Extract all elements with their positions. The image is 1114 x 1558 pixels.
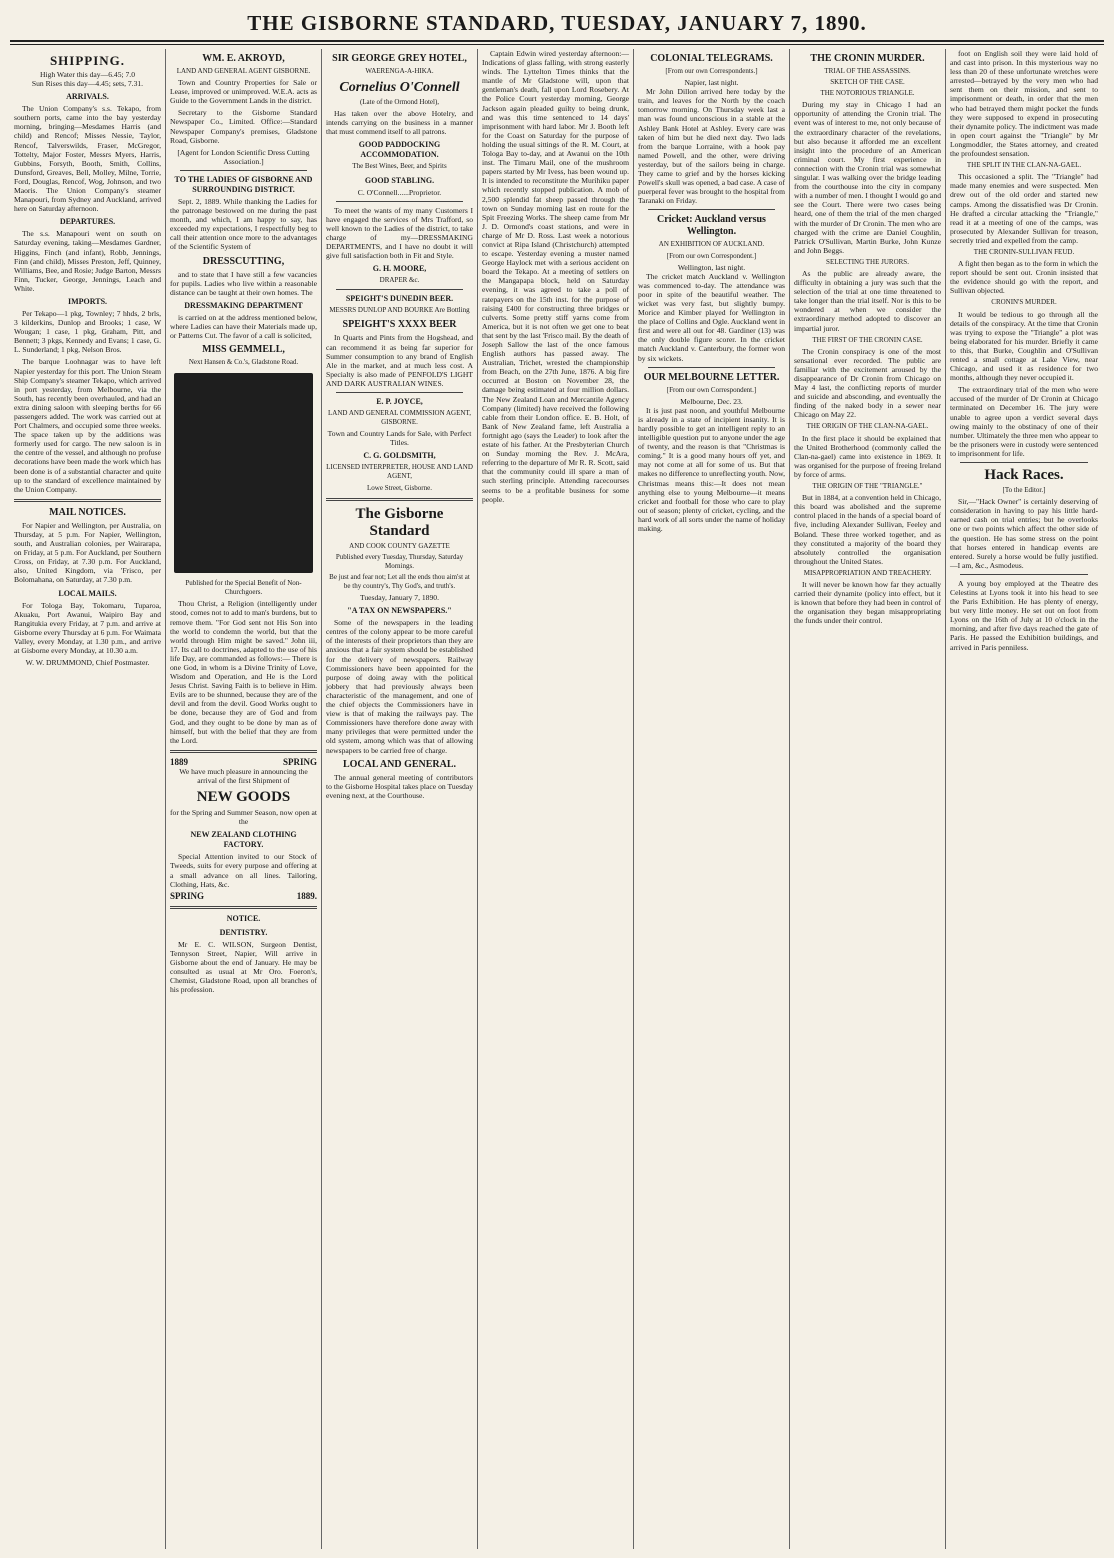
column-5 (634, 49, 790, 1549)
wines-line: The Best Wines, Beer, and Spirits (352, 162, 447, 171)
akroyd-text: Town and Country Properties for Sale or Lease, improved or unimproved. W.E.A. acts as Guide to the Government Lands in the district. (170, 78, 317, 106)
melbourne-heading: OUR MELBOURNE LETTER. (643, 371, 780, 383)
column-7 (946, 49, 1102, 1549)
moore-text: To meet the wants of my many Customers I have engaged the services of Mrs Trafford, so well known to the Ladies of the district, to take charge of my—DRESSMAKING DEPARTMENTS, and I have no doubt it will give full satisfaction both in Fit and Style. (326, 205, 473, 261)
spring-word-left: SPRING (170, 890, 205, 901)
jurors-text: As the public are already aware, the difficulty in obtaining a jury was such that the selection of the trial at one time threatened to take longer than the trial itself. Nor is this to be wondered at when we consider the extraordinary method adopted to discover an impartial juror. (794, 268, 941, 333)
high-water: High Water this day—6.45; 7.0 (39, 70, 135, 79)
departures-heading: DEPARTURES. (59, 217, 116, 227)
speight-heading: SPEIGHT'S DUNEDIN BEER. (345, 294, 454, 304)
sermon-caption: Published for the Special Benefit of Non-Churchgoers. (185, 579, 302, 597)
divider (648, 209, 775, 210)
telegrams-heading: COLONIAL TELEGRAMS. (650, 53, 773, 64)
dentistry-heading: DENTISTRY. (219, 927, 268, 937)
joyce-text: Town and Country Lands for Sale, with Perfect Titles. (327, 429, 472, 448)
mail-text: For Napier and Wellington, per Australia, on Thursday, at 5 p.m. For Napier, Wellington, south, and Australian colonies, per Wairarapa, on Friday, at 5 p.m. For Auckland, per Southern Cross, on Friday, at 7.30 p.m. For Auckland, also, United Kingdom, via 'Frisco, per Bolomahana, on Saturday, at 7.30 p.m. (14, 520, 161, 585)
telegrams-text: Mr John Dillon arrived here today by the train, and leaves for the North by the coach tomorrow morning. On Thursday week last a man was found unconscious in a stable at the Ashley Bank Hotel at Ashley. Every care was taken of him but he died next day. Two lads from the barque Lorraine, with a hook pay named Powell, and the other, were driving yesterday, but of the sailors being in charge. They came to grief and by the horses kicking Powell's skull was opened, a bad case. A case of puerperal fever was brought to the hospital from Taranaki on Friday. (638, 87, 785, 206)
first-case-text: The Cronin conspiracy is one of the most sensational ever recorded. The public are familiar with the excitement aroused by the disappearance of Dr Cronin from Chicago on May 4 last, the conflicting reports of murder and suicide and absconding, and eventually the finding of the naked body in a sewer near Chicago on May 22. (794, 346, 941, 420)
feud-text: A fight then began as to the form in which the report should be sent out. Cronin insisted that the evidence should go with the report, and Sullivan objected. (950, 259, 1098, 296)
local-text: The annual general meeting of contributors to the Gisborne Hospital takes place on Tuesday evening next, at the Courthouse. (326, 772, 473, 800)
feud-heading: THE CRONIN-SULLIVAN FEUD. (973, 247, 1075, 256)
cricket-text: The cricket match Auckland v. Wellington was commenced to-day. The attendance was poor in spite of the beautiful weather. The wicket was very fast, but slightly bumpy. Morice and Kimber played for Wellington in the place of Collins and Ogle. Auckland went in first and were all out for 48. Gardiner (13) was the only double figure scorer. In the cricket match Auckland v. Canterbury, the former won by six wickets. (638, 271, 785, 363)
melbourne-dateline: Melbourne, Dec. 23. (680, 396, 743, 406)
stabling-heading: GOOD STABLING. (364, 175, 435, 185)
jurors-heading: SELECTING THE JURORS. (826, 257, 909, 266)
joyce-sub: LAND AND GENERAL COMMISSION AGENT, GISBORNE. (328, 408, 471, 427)
misappropriation-heading: MISAPPROPRIATION AND TREACHERY. (803, 568, 932, 577)
postmaster-signature: W. W. DRUMMOND, Chief Postmaster. (25, 658, 150, 668)
hack-races-heading: Hack Races. (984, 467, 1064, 484)
goldsmith-address: Lowe Street, Gisborne. (367, 483, 432, 492)
dressmaking-heading: DRESSMAKING DEPARTMENT (184, 300, 303, 310)
cricket-dateline: Wellington, last night. (677, 262, 746, 272)
hotel-heading: SIR GEORGE GREY HOTEL, (332, 53, 467, 64)
column-1 (10, 49, 166, 1549)
spring-word-right: SPRING (282, 756, 317, 767)
columns (10, 49, 1104, 1549)
notice-heading: NOTICE. (226, 913, 261, 923)
agent-for: [Agent for London Scientific Dress Cutting Association.] (177, 147, 310, 166)
murder-heading: CRONIN'S MURDER. (991, 298, 1057, 307)
spring-text: We have much pleasure in announcing the arrival of the first Shipment of (179, 766, 308, 786)
mail-heading: MAIL NOTICES. (49, 506, 126, 518)
akroyd-heading: WM. E. AKROYD, (202, 53, 285, 64)
cronin-body: During my stay in Chicago I had an opportunity of attending the Cronin trial. The event was of interest to me, not only because of the extraordinary character of the revelations, but also because it afforded me an excellent insight into the procedure of an American criminal court. My first experience in connection with the Cronin trial was somewhat singular. I was walking over the bridge leading from the courthouse into the city in company with a number of men. I thought I would go and see the Court. There were two cases being heard, one of them the trial of the men charged with the murder of Dr Cronin. The men who are charged with the crime are Daniel Coughlin, Patrick O'Sullivan, Martin Burke, John Kunze and John Beggs. (794, 100, 941, 255)
divider (648, 367, 775, 368)
cricket-correspondent: [From our own Correspondent.] (666, 251, 757, 260)
imports-text: Per Tekapo—1 pkg, Townley; 7 hhds, 2 brls, 3 kilderkins, Dunlop and Brooks; 1 case, W Wougan; 1 case, 1 pkg, Graham, Pitt, and Bennett; 3 pkgs, Kennedy and Evans; 1 case, G. L. Sunderland; 1 pkg, Nelson Bros. (14, 308, 161, 355)
shipping-heading: SHIPPING. (49, 53, 126, 68)
triangle-heading: THE ORIGIN OF THE "TRIANGLE." (812, 482, 923, 491)
clan-text: In the first place it should be explained that the United Brotherhood (commonly called the Clan-na-gael) came into existence in 1869. It was organised for the purpose of freeing Ireland by force of arms. (794, 433, 941, 479)
hotel-sub: WAERENGA-A-HIKA. (365, 67, 434, 75)
miss-gemmell: MISS GEMMELL, (202, 344, 285, 356)
factory-name: NEW ZEALAND CLOTHING FACTORY. (190, 830, 297, 850)
divider (960, 462, 1088, 463)
masthead-rule (10, 40, 1104, 45)
arrivals-text: The Union Company's s.s. Tekapo, from southern ports, came into the bay yesterday morning, bringing—Mesdames Harris (and child) and Rencof; Misses Nessie, Taylor, Rencof, Talverswilds, Fraser, McGregor, Tottelty, Major Foster, Messrs Myers, Harris, Gubbins, Forsyth, Booth, Smith, Collins, Dunsford, Greaves, Bell, Molley, Milne, Torrie, Ford, Douglas, Rencof, Wog, Johnson, and two Maoris. The Union Company's steamer Manapouri, from Sydney and Auckland, arrived here on Saturday afternoon. (14, 104, 161, 214)
shipping-body: The barque Loohnagar was to have left Napier yesterday for this port. The Union Steam Ship Company's steamer Tekapo, which arrived in port yesterday, from Melbourne, via the South, has recently been overhauled, and had an extra dining saloon with sleeping berths for 66 passengers added. The work was carried out at Port Chalmers, and occupied some three weeks. The space taken up by the additions was formerly used for cargo. The new saloon is in the centre of the vessel, and although no profuse decorations have been made the work which has been done is of a substantial character and quite up to the standard of excellence maintained by the Union Company. (14, 357, 161, 494)
divider (336, 392, 463, 393)
verdict-text: The extraordinary trial of the men who were accused of the murder of Dr Cronin at Chicago terminated on December 16. The jury were unable to agree upon a verdict several days owing mainly to the obstinacy of one of their number. Ultimately the three men who appear to be the prisoners were in custody were sentenced to imprisonment for life. (950, 385, 1098, 458)
issue-date: Tuesday, January 7, 1890. (360, 593, 439, 603)
dentist-text: Mr E. C. WILSON, Surgeon Dentist, Tennyson Street, Napier, Will arrive in Gisborne about the end of January. He may be consulted as usual at Mr Oro. Foeron's, Chemist, Gladstone Road, upon all branches of his profession. (170, 939, 317, 995)
new-goods: NEW GOODS (196, 789, 291, 806)
miss-address: Next Hansen & Co.'s, Gladstone Road. (188, 358, 299, 367)
dresscutting-heading: DRESSCUTTING, (202, 255, 285, 267)
cronin-sub-3: THE NOTORIOUS TRIANGLE. (820, 89, 915, 98)
proprietor-name: Cornelius O'Connell (339, 80, 460, 96)
proprietor-sub: (Late of the Ormond Hotel), (359, 98, 440, 107)
hotel-text: Has taken over the above Hotelry, and intends carrying on the business in a manner that must commend itself to all patrons. (326, 109, 473, 137)
speight-text: In Quarts and Pints from the Hogshead, and can recommend it as being far superior for Summer consumption to any brand of English Ale in the market, and at much less cost. A Specialty is also made of PENFOLD'S LIGHT AND DARK AUSTRALIAN WINES. (326, 333, 473, 388)
paddock-heading: GOOD PADDOCKING ACCOMMODATION. (358, 140, 441, 160)
hack-races-text: Sir,—"Hack Owner" is certainly deserving of consideration in having to pay his little hard-earned cash on trial entries; but he overlooks one or two points which affect the other side of the question. He has some stress on the point that horses entered in handicap events are entered. Surely a horse would be fully justified.—I am, &c., Asmodeus. (950, 497, 1098, 570)
column-4 (478, 49, 634, 1549)
spring-text-2: for the Spring and Summer Season, now open at the (170, 808, 317, 827)
paper-publication: Published every Tuesday, Thursday, Saturday Mornings. (335, 552, 464, 570)
moore-sub: DRAPER &c. (379, 276, 420, 285)
paper-sub: AND COOK COUNTY GAZETTE (349, 541, 450, 550)
melbourne-correspondent: [From our own Correspondent.] (666, 385, 757, 394)
divider (336, 289, 463, 290)
sun-times: Sun Rises this day—4.45; sets, 7.31. (31, 79, 144, 89)
to-the-editor: [To the Editor.] (1002, 486, 1046, 495)
divider (336, 201, 463, 202)
clan-heading: THE ORIGIN OF THE CLAN-NA-GAEL. (806, 422, 929, 431)
local-mails-text: For Tologa Bay, Tokomaru, Tuparoa, Akuaku, Port Awanui, Waipiro Bay and Rangitukia every Friday, at 7 p.m. and arrive at Gisborne every Thursday at 6 p.m. For Waimata Valley, every Monday, at 1.30 p.m., and arrive at Gisborne every Monday, at 10.30 a.m. (14, 600, 161, 655)
goldsmith-sub: LICENSED INTERPRETER, HOUSE AND LAND AGENT, (326, 463, 473, 481)
arrivals-heading: ARRIVALS. (66, 92, 109, 102)
imports-heading: IMPORTS. (67, 296, 108, 306)
cronin-sub-1: TRIAL OF THE ASSASSINS. (824, 67, 911, 75)
local-mails-heading: LOCAL MAILS. (58, 588, 117, 598)
ladies-heading: TO THE LADIES OF GISBORNE AND SURROUNDING DISTRICT. (174, 174, 313, 194)
goldsmith-name: C. G. GOLDSMITH, (363, 451, 436, 461)
oconnell-line: C. O'Connell......Proprietor. (357, 187, 442, 197)
divider (180, 170, 307, 171)
column-2 (166, 49, 322, 1549)
melbourne-text: It is just past noon, and youthful Melbourne is already in a state of incipient insanity. It is hardly possible to get an intelligent reply to an intelligible question put to anyone under the age of twenty, and the reason is that "Christmas is coming." It is a good many hours off yet, and may not come at all for some of us. But that makes no difference to unreflecting youth. Now, Christmas means this:—It does not mean anything else to young Melbourne—it means cricket and football for those who care to play out of season; plenty of cricket, cycling, and the hard work of all sorts under the name of holiday making. (638, 405, 785, 534)
cricket-heading: Cricket: Auckland versus Wellington. (657, 214, 766, 238)
divider (960, 574, 1088, 575)
editorial-text: Some of the newspapers in the leading centres of the colony appear to be more careful of the interests of their proprietors than they are anxious that a fair system should be established for the delivery of newspapers. Railway Commissioners have been appointed for the purpose of doing away with the political jobbery that had previously always been characteristic of the management, and one of the chief objects the Commissioners have in view is that of making the railways pay. The Commissioners have therefore done away with many privileges that were permitted under the old system, among which was that of allowing newspapers to be carried free of charge. (326, 618, 473, 755)
spring-year-left: 1889 (170, 756, 188, 767)
masthead: THE GISBORNE STANDARD, TUESDAY, JANUARY 7, 1890. (247, 10, 867, 35)
local-heading: LOCAL AND GENERAL. (342, 758, 457, 770)
napier-dateline: Napier, last night. (684, 78, 739, 88)
spring-year-right: 1889. (296, 890, 317, 901)
murder-text: It would be tedious to go through all the details of the conspiracy. At the time that Cronin was trying to expose the "Triangle" a plot was being elaborated for his murder. Briefly it came to this, that Burke, Coughlin and O'Sullivan rented a small cottage at Lake View, near Chicago, and used it as residence for two months, although they never occupied it. (950, 309, 1098, 383)
dress-text: and to state that I have still a few vacancies for pupils. Ladies who live within a reasonable distance can be taught at their own homes. The (170, 269, 317, 297)
divider (170, 906, 317, 909)
column-6 (790, 49, 946, 1549)
telegrams-sub: [From our own Correspondents.] (665, 67, 758, 75)
paper-motto: Be just and fear not; Let all the ends thou aim'st at be thy country's, Thy God's, and truth's. (329, 572, 470, 590)
split-text: This occasioned a split. The "Triangle" had made many enemies and were suspected. Men drew out of the old order and started new camps. Among the dissatisfied was Dr Cronin. He drafted a circular attacking the "Triangle," read it at a meeting of one of the camps, was prosecuted by Alexander Sullivan for treason, secretly tried and expelled from the camp. (950, 172, 1098, 245)
sermon-text: Thou Christ, a Religion (intelligently under stood, comes not to add to man's burdens, but to remove them. "For God sent not His Son into the world to condemn the world, but that the world through Him might be saved." John iii, 17. Its call to doctrines, adapted to the use of his life Day, are commanded as follows:— There is one God, in whom is a Divine Trinity of Love, Wisdom and Operation, and He is the Lord Jesus Christ. Saving Faith is to believe in Him. Evils are to be shunned, because they are of the devil and from the devil. Good Works ought to be done, because they are of God and from God, and they ought to be done by man as of himself, but with the belief that they are from the Lord. (170, 599, 317, 745)
xxxx-beer: SPEIGHT'S XXXX BEER (342, 319, 457, 331)
dress-text-2: is carried on at the address mentioned below, where Ladies can have their Materials made up, or Patterns Cut. The favor of a call is solicited, (170, 312, 317, 340)
departures-text: The s.s. Manapouri went on south on Saturday evening, taking—Mesdames Gardner, Higgins, Finch (and infant), Robb, Jennings, Finn (and child), Misses Preston, Jeff, Quinney, Williams, Bee, and Rosie; Judge Barton, Messrs Finn, Tucker, George, Jennings, Leach and White. (14, 229, 161, 293)
column-3 (322, 49, 478, 1549)
joyce-name: E. P. JOYCE, (376, 396, 423, 406)
spring-bottom (170, 892, 317, 901)
akroyd-sub: LAND AND GENERAL AGENT GISBORNE. (176, 67, 311, 75)
closing-text: A young boy employed at the Theatre des Celestins at Lyons took it into his head to see the Paris Exhibition. He has plenty of energy, but very little money. He set out on foot from Lyons on the 16th of July at 10 o'clock in the morning, and after five days reached the gate of Paris. He passed the Exhibition buildings, and arrived in Paris penniless. (950, 578, 1098, 652)
speight-sub: MESSRS DUNLOP AND BOURKE Are Bottling (329, 306, 470, 315)
cricket-sub: AN EXHIBITION OF AUCKLAND. (658, 240, 765, 249)
triangle-text: But in 1884, at a convention held in Chicago, this board was abolished and the supreme control placed in the hands of a special board of five, including Alexander Sullivan, Feeley and Boland. These three worked together, and as they constituted a majority of the board they absolutely controlled the organisation throughout the United States. (794, 493, 941, 566)
cronin-sub-2: SKETCH OF THE CASE. (830, 78, 905, 87)
editorial-heading: "A TAX ON NEWSPAPERS." (347, 606, 452, 616)
spring-top (170, 758, 317, 767)
split-heading: THE SPLIT IN THE CLAN-NA-GAEL. (966, 161, 1082, 170)
divider (14, 499, 161, 502)
misappropriation-text: It will never be known how far they actually carried their dynamite (policy into effect, but it is known that before they had been in control of the organisation they began misappropriating the funds under their control. (794, 579, 941, 626)
ladies-text: Sept. 2, 1889. While thanking the Ladies for the patronage bestowed on me during the past month, and which, I am happy to say, has exceeded my expectations, I respectfully beg to call their attention once more to the advantages of the Scientific System of (170, 196, 317, 252)
secretary-text: Secretary to the Gisborne Standard Newspaper Co., Limited. Office:—Standard Newspaper Company's premises, Gladstone Road, Gisborne. (170, 108, 317, 145)
paper-title: The Gisborne Standard (355, 505, 444, 539)
divider (170, 750, 317, 753)
cronin-heading: THE CRONIN MURDER. (810, 53, 925, 64)
first-case-heading: THE FIRST OF THE CRONIN CASE. (812, 335, 923, 344)
sermon-ink-blot (174, 373, 313, 573)
local-news-body: Captain Edwin wired yesterday afternoon:—Indications of glass falling, with strong easterly winds. The Lyttelton Times thinks that the mantle of Mr Gladstone will, upon that gentleman's death, fall upon Lord Rosebery. At the Police Court yesterday morning, George Jackson again pleaded guilty to being drunk, and was this time sentenced to 14 days' imprisonment with hard labor. Mr J. Booth left for the Coast on Saturday for the purpose of holding the usual sittings of the R. M. Court, at Tologa Bay to-day, and at Awanui on the 10th inst. The Timaru Mail, one of the mushroom papers started by Mr Ivess, has been wound up. It is intended to reconstitute the Murihiku paper which recently stopped publication. A mob of 2,500 splendid fat sheep passed through the town on Sunday morning last en route for the Spit Freezing Works. The sheep came from Mr J. D. Ormond's coast stations, and were in charge of Mr D. Ross. Last week a notorious convict at Ripa Island (Christchurch) attempted to escape. Yesterday evening a muster named George Haylock met with a serious accident on board the Tekapo. At a meeting of settlers on the Mangapapa block, held on Saturday evening, it was agreed to take a poll of ratepayers on the 15th inst. for the purpose of raising £400 for constructing three bridges or culverts. Some pretty stiff yarns come from America, but it is not often we get one to beat that sent by the last 'Frisco mail. By the death of Joseph Sallow the last of the once famous English authors has passed away. The Australian, Trichet, wrested the championship from Beach, on the 27th June, 1876. A big fire occurred at Boston on November 28, the damage being estimated at four million dollars. The New Zealand Loan and Mercantile Agency Company (limited) have received the following cable from their London office. E. B. Holt, of Bank of New Zealand fame, left Australia a fortnight ago (says the Leader) to look after the estate of his father. At the Presbyterian Church on Sunday morning the Rev. J. McAra, referring to the departure of Mr R. R. Scott, said that the community could ill spare a man of such sterling principle. Attending racecourses seems to be a profitable business for some people. (482, 49, 629, 504)
divider (326, 498, 473, 501)
moore-name: G. H. MOORE, (372, 264, 427, 274)
spring-text-3: Special Attention invited to our Stock of Tweeds, suits for every purpose and offering at a small advance on all lines. Tailoring, Clothing, Hats, &c. (170, 852, 317, 889)
cronin-continued: foot on English soil they were laid hold of and cast into prison. In this mysterious way no less than 20 of these unfortunate wretches were arrested—betrayed by the very men who had sent them on their mission, and sent to imprisonment or death, in order that the men who had betrayed them might pocket the funds they were supposed to expend in prosecuting their dynamite policy. The indictment was made in open court against the "Triangle" by Mr Longmoddler, the States attorney, and created the profoundest sensation. (950, 49, 1098, 159)
